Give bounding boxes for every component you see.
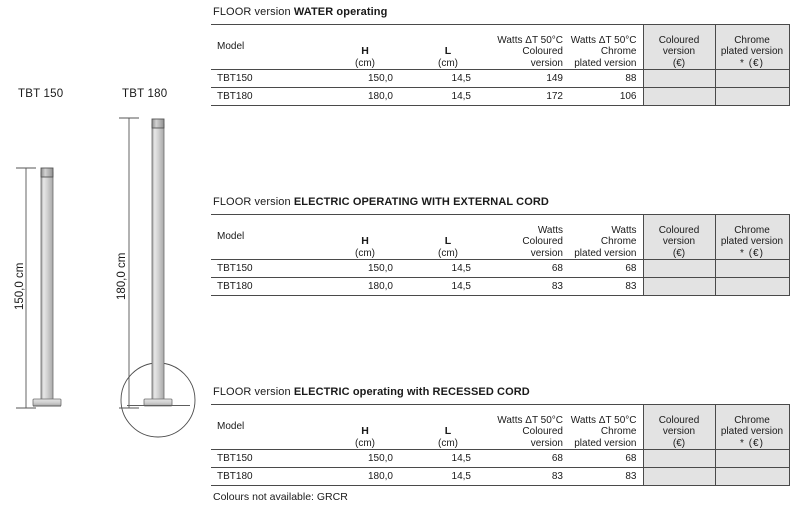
spec-block-electric-external xyxy=(211,196,789,296)
cell-height: 150,0 xyxy=(321,260,409,278)
line-2: Coloured xyxy=(522,236,563,247)
cell-height: 180,0 xyxy=(321,88,409,106)
cell-length: 14,5 xyxy=(409,450,487,468)
line-1: Coloured xyxy=(658,34,700,46)
spec-block-water xyxy=(211,6,789,106)
cell-height: 150,0 xyxy=(321,450,409,468)
cell-model: TBT180 xyxy=(211,88,321,106)
cell-price-coloured xyxy=(643,468,715,486)
col-header-height-symbol: H xyxy=(361,425,369,437)
table-header-row xyxy=(211,215,789,260)
table-row xyxy=(211,468,789,486)
cell-watts-coloured: 172 xyxy=(487,88,569,106)
col-header-length-symbol: L xyxy=(444,425,452,437)
col-header-price-chrome xyxy=(715,25,789,70)
col-header-watts-coloured xyxy=(487,25,569,70)
col-header-price-chrome xyxy=(715,405,789,450)
line-3: * (€) xyxy=(740,437,764,449)
radiator-column-180 xyxy=(152,124,164,404)
cell-length: 14,5 xyxy=(409,260,487,278)
availability-note: Colours not available: GRCR xyxy=(213,491,348,503)
col-header-price-coloured xyxy=(643,405,715,450)
cell-price-coloured xyxy=(643,450,715,468)
line-1: Chrome xyxy=(734,34,770,46)
col-header-price-chrome xyxy=(715,215,789,260)
cell-model: TBT150 xyxy=(211,260,321,278)
line-1: Watts ΔT 50°C xyxy=(497,34,563,46)
col-header-watts-coloured xyxy=(487,405,569,450)
line-1: Watts ΔT 50°C xyxy=(570,414,637,426)
line-2: version xyxy=(662,236,696,247)
title-emphasis: ELECTRIC operating with RECESSED CORD xyxy=(293,386,530,398)
line-1: Watts ΔT 50°C xyxy=(570,34,637,46)
cell-watts-coloured: 83 xyxy=(487,468,569,486)
cell-price-chrome xyxy=(715,450,789,468)
cell-model: TBT150 xyxy=(211,450,321,468)
col-header-watts-chrome xyxy=(569,405,643,450)
spec-table xyxy=(211,214,790,296)
col-header-length-unit: (cm) xyxy=(438,437,458,449)
cell-length: 14,5 xyxy=(409,278,487,296)
line-1: Watts xyxy=(611,224,637,236)
cell-watts-chrome: 68 xyxy=(569,260,643,278)
radiator-elevation-drawing xyxy=(0,0,210,510)
table-row xyxy=(211,260,789,278)
col-header-height-unit: (cm) xyxy=(355,437,375,449)
cell-length: 14,5 xyxy=(409,70,487,88)
col-header-height-unit: (cm) xyxy=(355,247,375,259)
col-header-length xyxy=(409,25,487,70)
line-3: version xyxy=(530,57,563,69)
line-2: plated version xyxy=(720,426,784,437)
col-header-length-unit: (cm) xyxy=(438,57,458,69)
line-1: Chrome xyxy=(734,414,770,426)
spec-block-title xyxy=(213,196,789,208)
line-3: (€) xyxy=(672,57,686,69)
radiator-base-180 xyxy=(144,399,172,406)
col-header-price-coloured xyxy=(643,215,715,260)
col-header-model: Model xyxy=(211,25,321,70)
cell-price-coloured xyxy=(643,260,715,278)
line-3: * (€) xyxy=(740,57,764,69)
title-emphasis: WATER operating xyxy=(293,6,388,18)
cell-watts-chrome: 106 xyxy=(569,88,643,106)
col-header-length xyxy=(409,215,487,260)
cell-model: TBT180 xyxy=(211,278,321,296)
cell-watts-coloured: 83 xyxy=(487,278,569,296)
col-header-model: Model xyxy=(211,215,321,260)
cell-height: 180,0 xyxy=(321,468,409,486)
spec-table xyxy=(211,404,790,486)
cell-price-coloured xyxy=(643,88,715,106)
col-header-watts-chrome xyxy=(569,25,643,70)
col-header-length-symbol: L xyxy=(444,235,452,247)
title-prefix: FLOOR version xyxy=(213,6,294,18)
spec-block-title xyxy=(213,6,789,18)
line-2: plated version xyxy=(720,46,784,57)
spec-block-electric-recessed xyxy=(211,386,789,503)
cell-price-chrome xyxy=(715,260,789,278)
col-header-model: Model xyxy=(211,405,321,450)
col-header-height-unit: (cm) xyxy=(355,57,375,69)
line-3: (€) xyxy=(672,247,686,259)
cell-model: TBT150 xyxy=(211,70,321,88)
col-header-height xyxy=(321,215,409,260)
line-3: plated version xyxy=(574,57,637,69)
cell-height: 150,0 xyxy=(321,70,409,88)
cell-watts-chrome: 83 xyxy=(569,278,643,296)
col-header-height-symbol: H xyxy=(361,235,369,247)
col-header-length xyxy=(409,405,487,450)
col-header-height xyxy=(321,25,409,70)
line-2: version xyxy=(662,46,696,57)
radiator-top-cap-180 xyxy=(152,119,164,128)
title-prefix: FLOOR version xyxy=(213,196,294,208)
cell-watts-chrome: 88 xyxy=(569,70,643,88)
table-row xyxy=(211,278,789,296)
line-1: Watts xyxy=(537,224,563,236)
spec-block-title xyxy=(213,386,789,398)
line-3: * (€) xyxy=(740,247,764,259)
cell-watts-coloured: 68 xyxy=(487,450,569,468)
line-2: Coloured xyxy=(522,46,563,57)
line-2: Chrome xyxy=(600,236,637,247)
col-header-watts-coloured xyxy=(487,215,569,260)
cell-price-chrome xyxy=(715,70,789,88)
radiator-base-150 xyxy=(33,399,61,406)
line-2: Coloured xyxy=(522,426,563,437)
line-2: Chrome xyxy=(600,426,637,437)
cell-price-chrome xyxy=(715,278,789,296)
line-2: version xyxy=(662,426,696,437)
cell-price-coloured xyxy=(643,278,715,296)
radiator-top-cap-150 xyxy=(41,168,53,177)
cell-watts-coloured: 68 xyxy=(487,260,569,278)
line-3: version xyxy=(530,437,563,449)
col-header-length-unit: (cm) xyxy=(438,247,458,259)
dimension-label-180: 180,0 cm xyxy=(116,252,128,300)
product-label-tbt180: TBT 180 xyxy=(122,88,168,100)
line-1: Coloured xyxy=(658,224,700,236)
cell-watts-chrome: 68 xyxy=(569,450,643,468)
line-1: Chrome xyxy=(734,224,770,236)
cell-watts-coloured: 149 xyxy=(487,70,569,88)
line-2: Chrome xyxy=(600,46,637,57)
cell-price-coloured xyxy=(643,70,715,88)
col-header-watts-chrome xyxy=(569,215,643,260)
line-1: Coloured xyxy=(658,414,700,426)
line-3: version xyxy=(530,247,563,259)
cell-watts-chrome: 83 xyxy=(569,468,643,486)
table-row xyxy=(211,450,789,468)
radiator-column-150 xyxy=(41,172,53,404)
title-prefix: FLOOR version xyxy=(213,386,294,398)
col-header-length-symbol: L xyxy=(444,45,452,57)
col-header-height-symbol: H xyxy=(361,45,369,57)
table-header-row xyxy=(211,25,789,70)
cell-model: TBT180 xyxy=(211,468,321,486)
line-2: plated version xyxy=(720,236,784,247)
product-drawings-panel xyxy=(0,0,210,510)
line-3: plated version xyxy=(574,437,637,449)
cell-height: 180,0 xyxy=(321,278,409,296)
product-label-tbt150: TBT 150 xyxy=(18,88,64,100)
drawing-tbt180 xyxy=(119,118,195,437)
cell-price-chrome xyxy=(715,88,789,106)
cell-length: 14,5 xyxy=(409,468,487,486)
cell-price-chrome xyxy=(715,468,789,486)
cell-length: 14,5 xyxy=(409,88,487,106)
spec-table xyxy=(211,24,790,106)
dimension-label-150: 150,0 cm xyxy=(14,262,26,310)
col-header-price-coloured xyxy=(643,25,715,70)
line-3: plated version xyxy=(574,247,637,259)
table-row xyxy=(211,70,789,88)
col-header-height xyxy=(321,405,409,450)
line-1: Watts ΔT 50°C xyxy=(497,414,563,426)
line-3: (€) xyxy=(672,437,686,449)
table-row xyxy=(211,88,789,106)
table-header-row xyxy=(211,405,789,450)
title-emphasis: ELECTRIC OPERATING WITH EXTERNAL CORD xyxy=(293,196,549,208)
